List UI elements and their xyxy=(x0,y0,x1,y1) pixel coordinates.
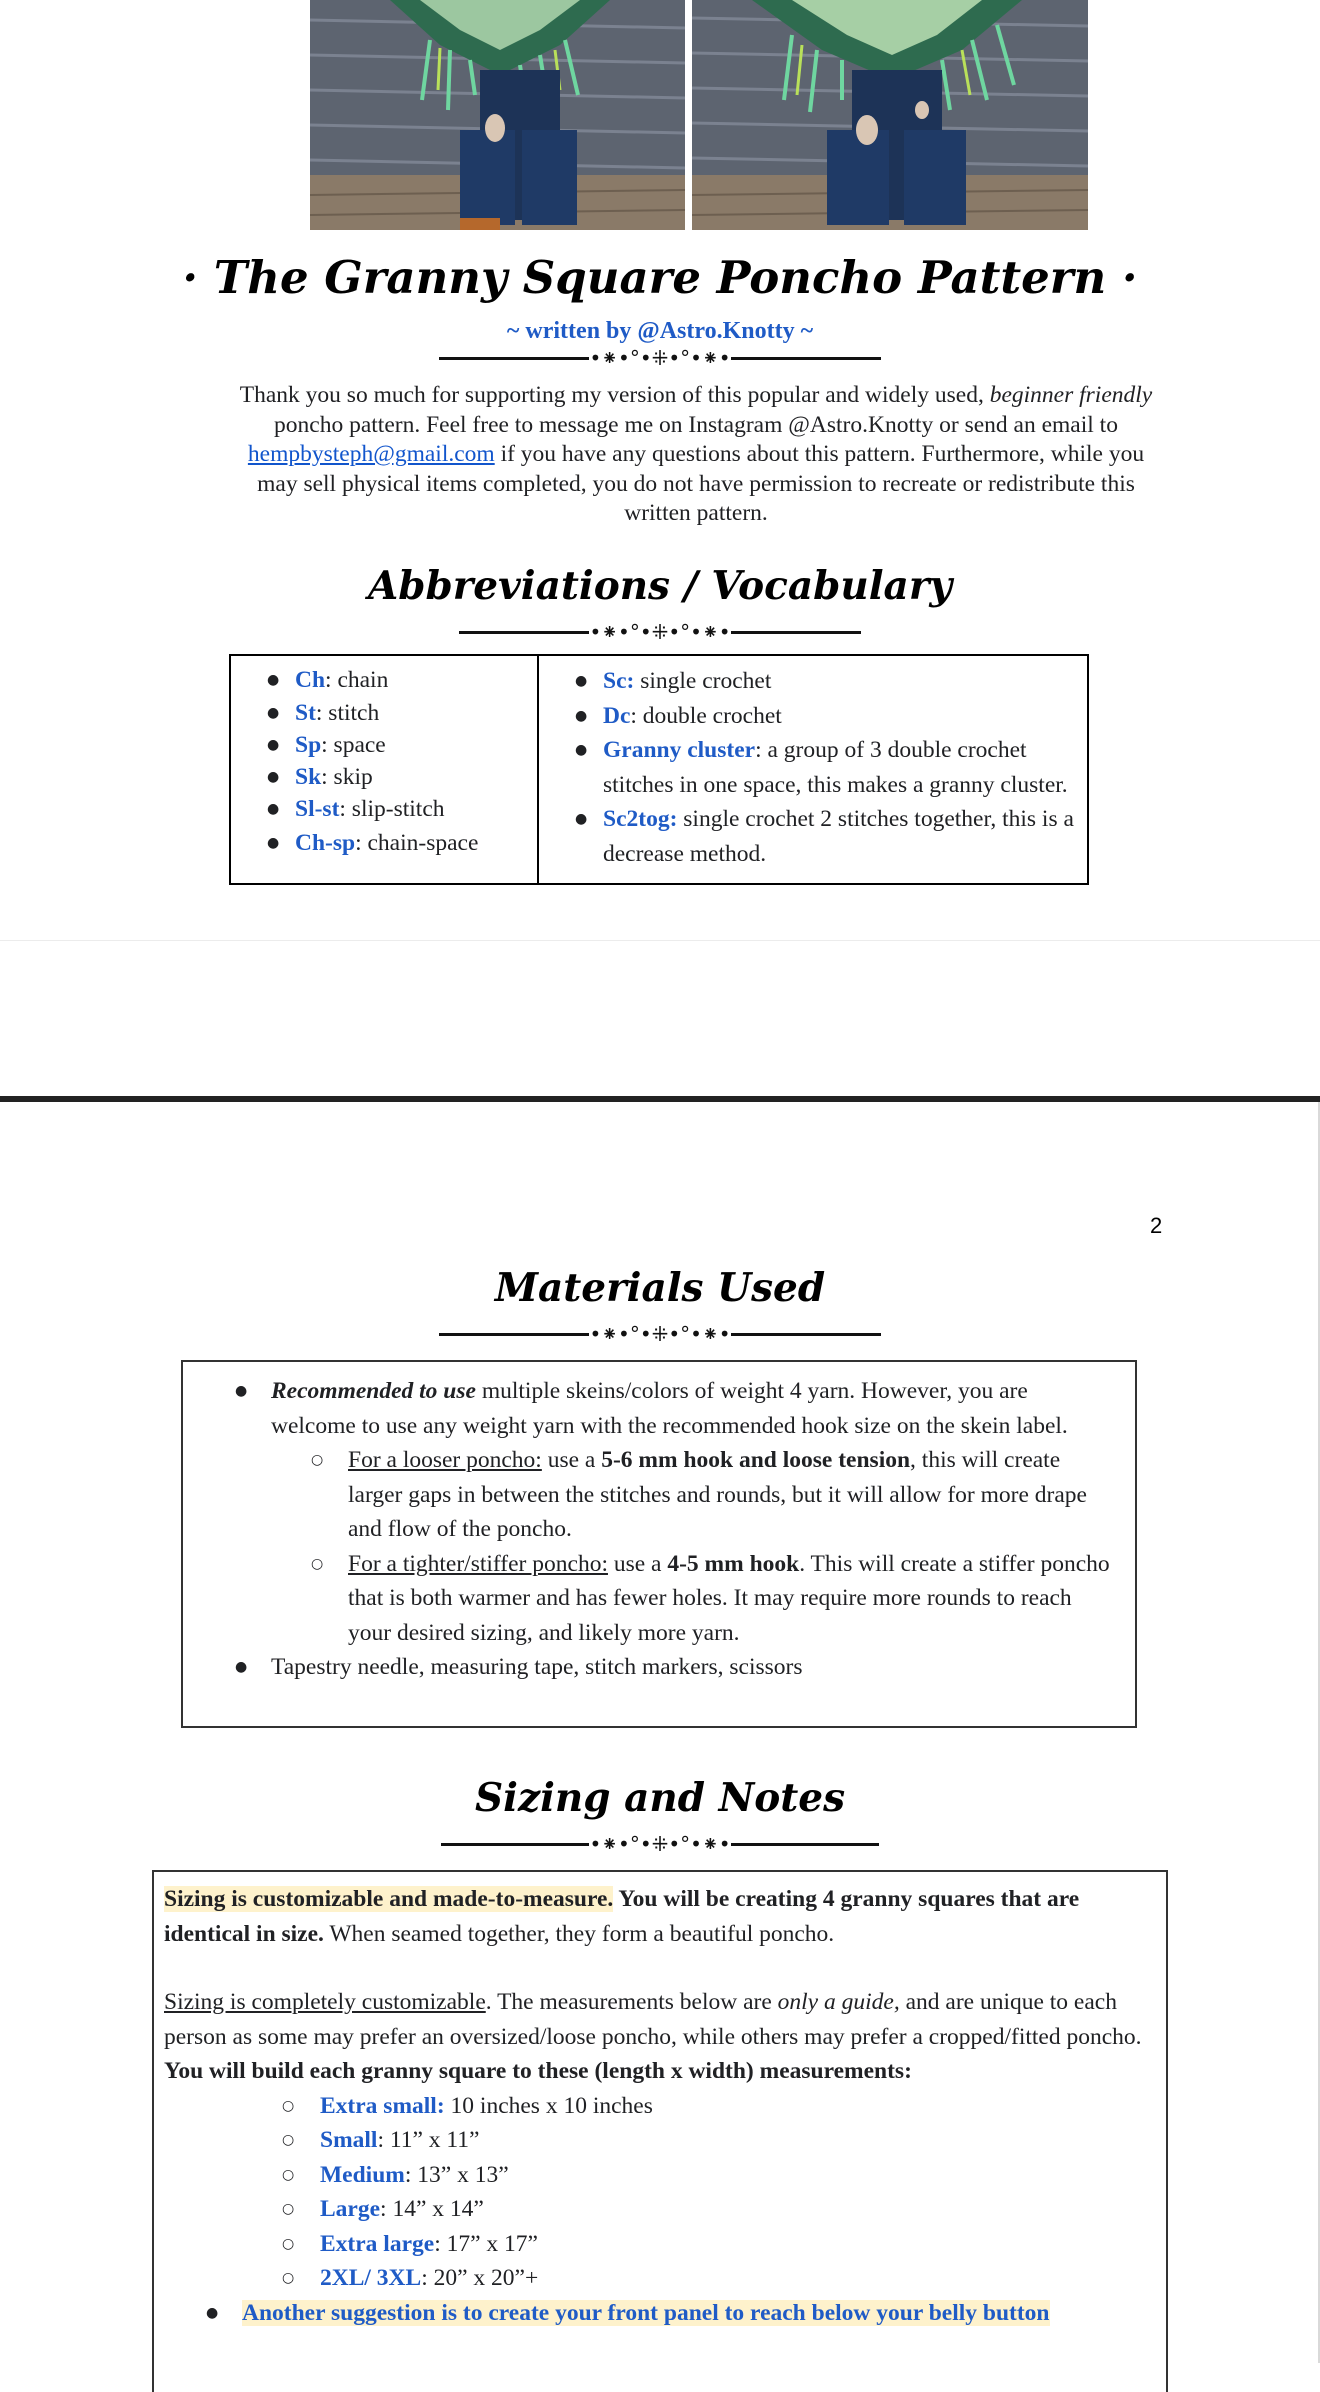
list-item xyxy=(241,827,527,861)
definition: : space xyxy=(321,731,386,758)
materials-divider xyxy=(0,1322,1320,1346)
list-item xyxy=(241,698,527,729)
term: Sl-st xyxy=(295,796,340,822)
item-text: multiple skeins/colors of weight 4 yarn. However, you are welcome to use any weight yarn with the recommended hook size on the skein label. xyxy=(271,1378,1068,1439)
abbreviations-table xyxy=(229,654,1089,885)
definition: : a group of 3 double crochet stitches in one space, this makes a granny cluster. xyxy=(603,737,1068,798)
abbreviations-heading: Abbreviations / Vocabulary xyxy=(367,563,953,609)
term: Sp xyxy=(295,731,322,758)
list-item xyxy=(241,664,527,698)
definition: : chain-space xyxy=(355,829,479,856)
list-item xyxy=(183,1650,1111,1685)
size-value: : 13” x 13” xyxy=(404,2161,509,2188)
intro-text-2: poncho pattern. Feel free to message me on Instagram @Astro.Knotty or send an email to xyxy=(274,411,1118,438)
item-text: use a xyxy=(607,1550,668,1577)
sizing-paragraph-1 xyxy=(164,1882,1156,1951)
size-value: : 14” x 14” xyxy=(380,2196,484,2222)
divider-ornament: •⁕•°•⁜•°•⁕• xyxy=(589,1322,731,1346)
text: When seamed together, they form a beautiful poncho. xyxy=(323,1920,835,1947)
bold-text: You will build each granny square to these (length x width) measurements: xyxy=(164,2058,912,2084)
tighter-label: For a tighter/stiffer poncho: xyxy=(348,1550,608,1577)
definition: : double crochet xyxy=(630,702,782,729)
page-gap xyxy=(0,940,1320,1097)
size-item xyxy=(154,2227,1166,2262)
divider-ornament: •⁕•°•⁜•°•⁕• xyxy=(589,620,731,644)
materials-box xyxy=(181,1360,1137,1728)
page-number: 2 xyxy=(1150,1213,1163,1238)
intro-text-3: if you have any questions about this pattern. Furthermore, while you may sell physical items completed, you do not have permission to recreate or redistribute this written pattern. xyxy=(257,441,1145,526)
definition: : slip-stitch xyxy=(339,796,445,822)
suggestion-text: Another suggestion is to create your front panel to reach below your belly button xyxy=(242,2299,1050,2326)
divider-ornament: •⁕•°•⁜•°•⁕• xyxy=(589,1832,731,1856)
abbreviations-right-column xyxy=(538,655,1088,884)
abbreviations-divider xyxy=(0,620,1320,644)
pattern-title xyxy=(0,248,1320,308)
size-name: Small xyxy=(320,2127,378,2153)
title-decor-right: · xyxy=(1121,251,1138,304)
definition: single crochet xyxy=(634,668,772,694)
list-item xyxy=(241,762,527,793)
item-text: , this will create larger gaps in between the stitches and rounds, but it will allow for more drape and flow of the poncho. xyxy=(348,1447,1087,1542)
sub-list-item xyxy=(183,1443,1111,1547)
term: Dc xyxy=(603,702,631,729)
definition: : chain xyxy=(325,667,389,693)
title-text: The Granny Square Poncho Pattern xyxy=(213,251,1107,304)
text: . The measurements below are xyxy=(485,1989,778,2015)
item-text: . This will create a stiffer poncho that is both warmer and has fewer holes. It may require more rounds to reach your desired sizing, and likely more yarn. xyxy=(348,1550,1110,1646)
sub-list-item xyxy=(183,1547,1111,1651)
size-value: 10 inches x 10 inches xyxy=(444,2092,653,2119)
byline: ~ written by @Astro.Knotty ~ xyxy=(506,318,814,344)
size-name: Medium xyxy=(320,2161,405,2188)
size-value: : 20” x 20”+ xyxy=(421,2265,539,2291)
term: Ch-sp xyxy=(295,829,356,856)
suggestion-item xyxy=(154,2296,1166,2331)
title-decor-left: · xyxy=(182,251,199,304)
term: Granny cluster xyxy=(603,737,756,763)
size-value: : 11” x 11” xyxy=(377,2127,480,2153)
recommended-label: Recommended to use xyxy=(271,1378,476,1404)
size-name: Extra large xyxy=(320,2230,435,2257)
sizing-divider xyxy=(0,1832,1320,1856)
highlight-text: Sizing is customizable and made-to-measure. xyxy=(164,1886,614,1912)
poncho-photo-left xyxy=(310,0,685,230)
definition: : skip xyxy=(321,764,373,790)
list-item xyxy=(549,699,1077,734)
list-item xyxy=(549,733,1077,802)
item-text: use a xyxy=(541,1447,602,1473)
underline-text: Sizing is completely customizable xyxy=(164,1989,486,2015)
list-item xyxy=(549,664,1077,699)
intro-paragraph xyxy=(228,381,1164,529)
size-item xyxy=(154,2158,1166,2193)
sizing-paragraph-2 xyxy=(164,1985,1156,2089)
emphasis-text: only a guide, xyxy=(777,1989,900,2015)
term: Sk xyxy=(295,764,322,790)
size-item xyxy=(154,2261,1166,2296)
bold-text: You will be creating 4 granny squares that are identical in size. xyxy=(164,1886,1080,1947)
poncho-photo-right xyxy=(692,0,1088,230)
size-value: : 17” x 17” xyxy=(434,2230,538,2257)
term: Ch xyxy=(295,667,326,693)
definition: single crochet 2 stitches together, this is a decrease method. xyxy=(603,806,1074,867)
hook-size: 4-5 mm hook xyxy=(667,1550,800,1577)
size-name: Large xyxy=(320,2196,381,2222)
definition: : stitch xyxy=(315,699,380,726)
size-name: 2XL/ 3XL xyxy=(320,2265,422,2291)
term: St xyxy=(295,699,316,726)
sizing-box xyxy=(152,1870,1168,2392)
abbreviations-left-column xyxy=(230,655,538,884)
text: and are unique to each person as some may prefer an oversized/loose poncho, while others may prefer a cropped/fitted poncho. xyxy=(164,1989,1142,2050)
size-name: Extra small: xyxy=(320,2092,445,2119)
list-item xyxy=(241,729,527,763)
intro-text-1: Thank you so much for supporting my version of this popular and widely used, xyxy=(239,382,990,408)
sizing-heading: Sizing and Notes xyxy=(474,1775,846,1821)
list-item xyxy=(241,793,527,827)
materials-heading: Materials Used xyxy=(494,1265,826,1311)
page-separator xyxy=(0,1096,1320,1102)
hook-size: 5-6 mm hook and loose tension xyxy=(601,1447,911,1473)
size-item xyxy=(154,2089,1166,2124)
term: Sc: xyxy=(603,668,635,694)
list-item xyxy=(549,802,1077,871)
size-item xyxy=(154,2123,1166,2158)
email-link[interactable]: hempbysteph@gmail.com xyxy=(247,441,495,467)
list-item xyxy=(183,1374,1111,1443)
size-item xyxy=(154,2192,1166,2227)
item-text: Tapestry needle, measuring tape, stitch markers, scissors xyxy=(271,1654,803,1680)
term: Sc2tog: xyxy=(603,806,678,832)
title-divider xyxy=(0,346,1320,370)
divider-ornament: •⁕•°•⁜•°•⁕• xyxy=(589,346,731,370)
intro-emphasis: beginner friendly xyxy=(989,382,1153,408)
looser-label: For a looser poncho: xyxy=(348,1447,542,1473)
